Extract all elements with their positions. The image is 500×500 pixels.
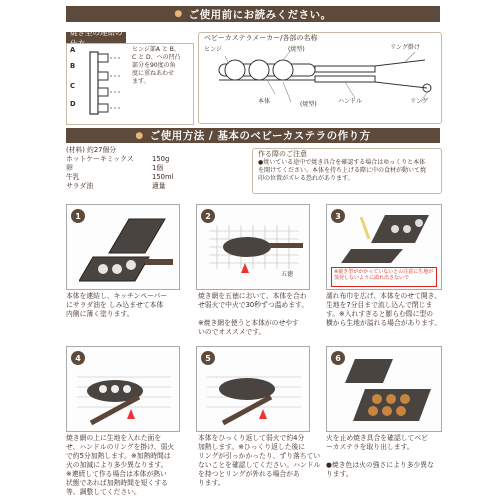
label-lower-mold: (焼型) [300,101,317,108]
step-line: せ弱火で中火で30秒ずつ温めます。 [198,301,309,309]
ingredient-amount: 1個 [152,164,164,172]
step-line: いのでオススメです。 [198,328,266,336]
step-line: 本体を連結し、キッチンペーパー [66,292,168,300]
caution-title: 作る際のご注意 [258,150,307,158]
pour-batter-icon [341,209,437,267]
step-line: 状態であれば加熱時間を短くする [66,479,168,487]
label-body: 本体 [258,98,271,105]
step-number: 1 [71,209,85,223]
ingredient-amount: 適量 [152,182,166,190]
step-line: 生地を7分目まで流し込んで閉じま [326,301,433,309]
step-number: 6 [331,351,345,365]
flip-pan-icon [201,357,307,429]
step-line: ないことを確認してください。ハンドル [198,461,321,469]
warning-note [331,267,437,287]
caution-line: を開けてください。本体を持ち上げる際に中の食材が動いて焼 [258,167,427,174]
step-number: 2 [201,209,215,223]
label-hinge: ヒンジ [204,46,222,53]
gotoku-label: 五徳 [281,271,294,278]
ingredient-name: 卵 [66,164,73,172]
label-d: D [70,100,76,108]
label-c: C [70,82,75,90]
step-line: 内側に薄く塗ります。 [66,310,134,318]
step-line: 等、調整してください。 [66,488,141,496]
step-line: で約5分加熱します。※加熱時間は [66,452,171,460]
step-line: ※焼き網を使うと本体がのせやす [198,319,299,327]
step-6-illustration [326,346,442,432]
step-line: ※連続して作る場合は本体が熱い [66,470,167,478]
ingredient-name: 牛乳 [66,173,80,181]
step-line: 横から生地が溢れる場合があります。 [326,319,442,327]
step-line: にサラダ油を しみ込ませて本体 [66,301,164,309]
step-line: せ、ハンドルのリングを掛け、弱火 [66,443,175,451]
parts-diagram [205,46,437,118]
connect-line: ます。 [132,78,150,85]
step-line: を持つとリングが外れる場合があ [198,470,300,478]
label-a: A [70,46,76,54]
connect-line: C と D、への凹凸 [132,54,181,61]
step-line: 火の加減により多少異なります。 [66,461,168,469]
warning-text: ※焼き型がかかっていないとの注意に生地が蒸発しないように溢れ出さないで [334,269,434,281]
step-3-illustration [326,204,442,290]
step-2-illustration [196,204,310,290]
step-1-illustration [66,204,180,290]
method-band [66,128,440,143]
step-line: 焼き網を五徳において、本体を合わ [198,292,307,300]
ingredient-name: ホットケーキミックス [66,155,134,163]
pan-icon [79,213,175,287]
step-line: リングが引っかかったり、ずり落ちてい [198,452,321,460]
label-ring: リング [410,98,428,105]
step-line: す。※入れすぎると膨らむ際に型の [326,310,434,318]
ingredients-heading: (材料) 約27個分 [66,146,117,154]
step-number: 4 [71,351,85,365]
step-line: 本体をひっくり返して弱火で約4分 [198,434,305,442]
step-line: ●焼き色は火の強さにより多少異な [326,461,434,469]
label-handle: ハンドル [338,98,363,105]
header-band [66,6,440,22]
step-line: 濡れ布巾を広げ、本体をのせて開き、 [326,292,442,300]
parts-title: ベビーカステラメーカー/各部の名称 [204,34,318,42]
grill-pan-icon [71,357,177,429]
step-number: 5 [201,351,215,365]
connect-title: 焼き型の連結の [70,27,123,37]
step-line: 火を止め焼き具合を確認してベビ [326,434,428,442]
caution-line: 印の位置がズレる恐れがあります。 [258,175,354,182]
connect-title-band [66,27,126,43]
method-title: ご使用方法 / 基本のベビーカステラの作り方 [149,130,371,142]
label-b: B [70,62,76,70]
step-line: ります。 [198,479,225,487]
ingredient-name: サラダ油 [66,182,94,190]
connect-line: 部分を90度の角 [132,62,176,69]
step-5-illustration [196,346,310,432]
finished-castella-icon [335,355,437,429]
connect-diagram [70,46,130,120]
ingredient-amount: 150g [152,155,170,163]
step-number: 3 [331,209,345,223]
step-line: ります。 [326,470,353,478]
dot-icon: ● [174,9,183,19]
label-upper-mold: (焼型) [288,46,305,53]
header-title: ご使用前にお読みください。 [188,8,332,21]
label-ring-hook: リング掛け [390,44,420,51]
connect-line: ヒンジ部A と B、 [132,46,180,53]
caution-line: ●焼いている途中で焼き具合を確認する場合はゆっくりと本体 [258,159,426,166]
step-line: 焼き網の上に生地を入れた面を [66,434,162,442]
step-line: 加熱します。※ひっくり返した後に [198,443,306,451]
dot-icon: ● [135,130,144,141]
step-line: ーカステラを取り出します。 [326,443,414,451]
ingredient-amount: 150ml [152,173,174,181]
step-4-illustration [66,346,180,432]
connect-line: 度に重ねあわせ [132,70,175,77]
